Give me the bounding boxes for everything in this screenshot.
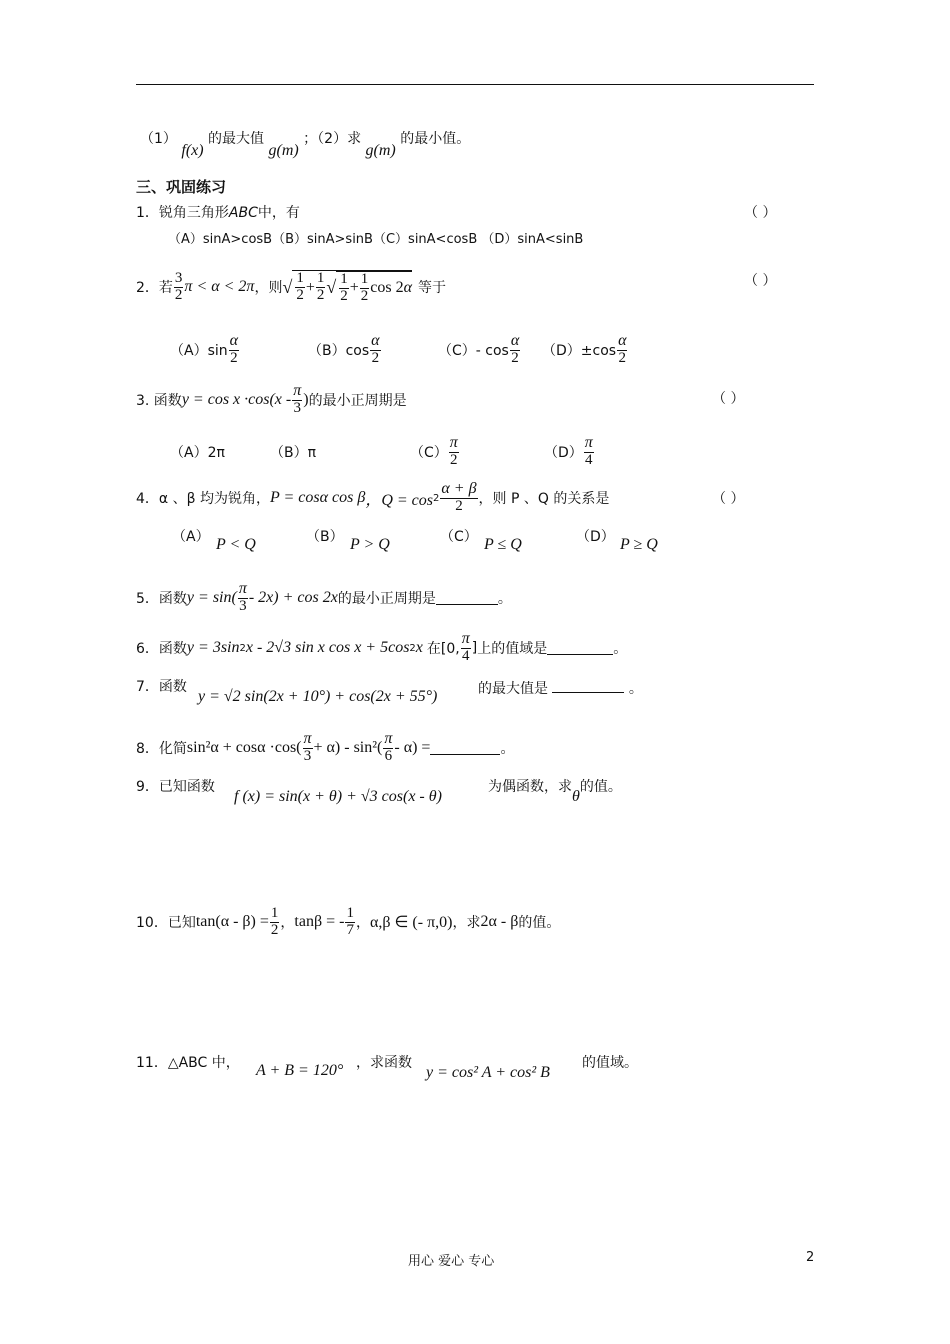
q6-close: ] (471, 640, 478, 656)
q4-num: 4． (136, 491, 159, 507)
q10-expr2: tanβ = - (294, 913, 345, 930)
q4-option-c: P ≤ Q (484, 536, 522, 553)
q3-opt-b-label: （B）π (270, 445, 317, 461)
question-10: 10．已知 tan(α - β) = $\frac{1}{2}$ ， tanβ = - $\frac{1}{7}$ ， α,β ∈ (- π,0) ，求 2α - β 的值。 (136, 904, 561, 938)
q8-num: 8．化简 (136, 741, 187, 757)
q4-q-def: ，Q = cos (365, 491, 433, 509)
q9-theta: θ (572, 788, 580, 805)
question-4: 4． α 、β 均为锐角， P = cosα cos β ，Q = cos 2 $\frac{\alpha + \beta}{2}$ ，则 P 、Q 的关系是 (136, 480, 610, 515)
q2-opt-c-label: （C）- cos (438, 343, 509, 359)
q4-p-def: P = cosα cos β (270, 489, 366, 506)
q4-option-d: P ≥ Q (620, 536, 658, 553)
q11-expr: A + B = 120° (256, 1062, 344, 1079)
q7-expr: y = √2 sin(2x + 10°) + cos(2x + 55°) (198, 688, 438, 705)
question-1 (136, 202, 300, 222)
q9-tail: 为偶函数，求 (488, 779, 572, 795)
q6-expr3: x (415, 639, 423, 656)
q10-expr1: tan(α - β) = (195, 913, 269, 930)
question-11-label: 11．△ABC 中， (136, 1055, 240, 1071)
q1-answer-paren: （ ） (744, 205, 777, 221)
math-gm: g(m) (268, 142, 299, 159)
q1-stem: 1．锐角三角形 (136, 205, 229, 221)
q5-expr: y = sin( (186, 589, 237, 606)
q7-end: 。 (628, 681, 643, 697)
answer-blank[interactable] (552, 680, 624, 693)
q5-end: 。 (497, 591, 512, 607)
question-8: 8．化简 sin²α + cosα ·cos( $\frac{\pi}{3}$ + α) - sin²( $\frac{\pi}{6}$ - α) = 。 (136, 730, 515, 765)
q10-expr4: 2α - β (480, 913, 519, 930)
q3-answer-paren: （ ） (712, 391, 745, 407)
q11-expr2: y = cos² A + cos² B (426, 1064, 550, 1081)
q8-expr3: - α) = (394, 739, 431, 756)
q10-sep: ， (280, 915, 295, 931)
q5-expr2: - 2x) + cos 2x (248, 589, 338, 606)
q3-expr: y = cos x ·cos(x - (181, 391, 292, 408)
q7-num: 7．函数 (136, 679, 187, 695)
q4-option-b: P > Q (350, 536, 390, 553)
q2-opt-d-label: （D）±cos (542, 343, 617, 359)
q1-triangle: ABC (228, 205, 258, 221)
q10-expr3: α,β ∈ (- π,0) (369, 914, 453, 931)
q9-expr: f (x) = sin(x + θ) + √3 cos(x - θ) (234, 788, 442, 805)
q4-answer-paren: （ ） (712, 491, 745, 507)
q11-end: 的值域。 (582, 1055, 638, 1071)
q4-option-d-label: （D） (576, 529, 615, 545)
q6-expr2: x - 2√3 sin x cos x + 5cos (245, 639, 410, 656)
q8-end: 。 (500, 741, 515, 757)
radical-sign: √ (282, 276, 293, 297)
q2-opt-b-label: （B）cos (308, 343, 370, 359)
q3-option-b (270, 430, 316, 474)
q7-tail: 的最大值是 (478, 681, 548, 697)
q2-opt-a-label: （A）sin (170, 343, 228, 359)
q10-sep2: ， (355, 915, 370, 931)
q1-options: （A）sinA>cosB（B）sinA>sinB（C）sinA<cosB （D）sinA<sinB (168, 232, 584, 247)
q2-option-d: （D）±cos $\frac{\alpha}{2}$ (542, 332, 627, 367)
header-rule (136, 84, 814, 85)
q5-num: 5．函数 (136, 591, 187, 607)
q4-option-b-label: （B） (306, 529, 344, 545)
question-7-label (136, 676, 187, 696)
q3-option-d: （D） $\frac{\pi}{4}$ (544, 434, 593, 469)
part1-label: （1） (140, 131, 177, 147)
math-gm-2: g(m) (365, 142, 396, 159)
q3-num: 3. 函数 (136, 393, 182, 409)
part2-text: 的最小值。 (400, 131, 471, 147)
q6-num: 6．函数 (136, 641, 187, 657)
q10-tail: ，求 (452, 915, 481, 931)
intro-line (140, 128, 471, 159)
part1-text: 的最大值 (208, 131, 265, 147)
q4-tail: ，则 P 、Q 的关系是 (478, 491, 610, 507)
page-number: 2 (806, 1250, 815, 1265)
q6-tail: 上的值域是 (477, 641, 548, 657)
q11-mid: ，求函数 (356, 1055, 412, 1071)
q5-tail: 的最小正周期是 (337, 591, 436, 607)
question-5: 5．函数 y = sin( $\frac{\pi}{3}$ - 2x) + cos 2x 的最小正周期是 。 (136, 580, 512, 615)
q2-condition: π < α < 2π (184, 278, 255, 295)
q3-opt-d-label: （D） (544, 445, 583, 461)
answer-blank[interactable] (430, 742, 500, 755)
q9-end: 的值。 (579, 779, 622, 795)
q2-mid: ，则 (254, 280, 283, 296)
q3-opt-a-label: （A）2π (170, 445, 225, 461)
question-9-label: 9．已知函数 (136, 779, 215, 795)
question-2 (136, 262, 446, 312)
q4-text: α 、β 均为锐角， (158, 491, 270, 507)
q6-expr: y = 3sin (186, 639, 240, 656)
q6-end: 。 (613, 641, 628, 657)
section-title: 三、巩固练习 (136, 178, 227, 196)
q3-option-a (170, 430, 225, 474)
question-3: 3. 函数 y = cos x ·cos(x - $\frac{\pi}{3}$ ) 的最小正周期是 (136, 382, 407, 417)
q7-tail-wrap (478, 678, 643, 698)
question-6: 6．函数 y = 3sin 2 x - 2√3 sin x cos x + 5cos 2 x 在[0, $\frac{\pi}{4}$ ] 上的值域是 。 (136, 630, 628, 665)
q9-tail-wrap (488, 776, 622, 805)
q8-expr: sin²α + cosα ·cos( (186, 739, 302, 756)
answer-blank[interactable] (547, 642, 613, 655)
part2-label: ；（2）求 (303, 131, 362, 147)
math-fx: f(x) (181, 142, 204, 159)
q2-tail: 等于 (418, 280, 447, 296)
q4-option-a: P < Q (216, 536, 256, 553)
q3-opt-c-label: （C） (410, 445, 448, 461)
q1-stem-end: 中，有 (257, 205, 300, 221)
q3-option-c: （C） $\frac{\pi}{2}$ (410, 434, 458, 469)
answer-blank[interactable] (436, 592, 498, 605)
q4-option-a-label: （A） (172, 529, 210, 545)
fraction-3-2: $\frac{3}{2}$ (174, 269, 183, 303)
q2-num: 2．若 (136, 280, 173, 296)
q2-option-a: （A）sin $\frac{\alpha}{2}$ (170, 332, 239, 367)
q3-close: ) (303, 391, 309, 408)
q2-option-b: （B）cos $\frac{\alpha}{2}$ (308, 332, 380, 367)
q10-end: 的值。 (518, 915, 561, 931)
nested-radical: $\frac{1}{2}$ + $\frac{1}{2}$ √ $\frac{1}{2}$ + $\frac{1}{2}$ cos 2α (292, 270, 412, 305)
q6-interval: 在[0, (426, 641, 460, 657)
q2-answer-paren: （ ） (744, 273, 777, 289)
q2-option-c: （C）- cos $\frac{\alpha}{2}$ (438, 332, 520, 367)
q10-num: 10．已知 (136, 915, 196, 931)
footer-motto: 用心 爱心 专心 (408, 1254, 495, 1269)
q3-tail: 的最小正周期是 (308, 393, 407, 409)
q4-option-c-label: （C） (440, 529, 478, 545)
q8-expr2: + α) - sin²( (313, 739, 383, 756)
